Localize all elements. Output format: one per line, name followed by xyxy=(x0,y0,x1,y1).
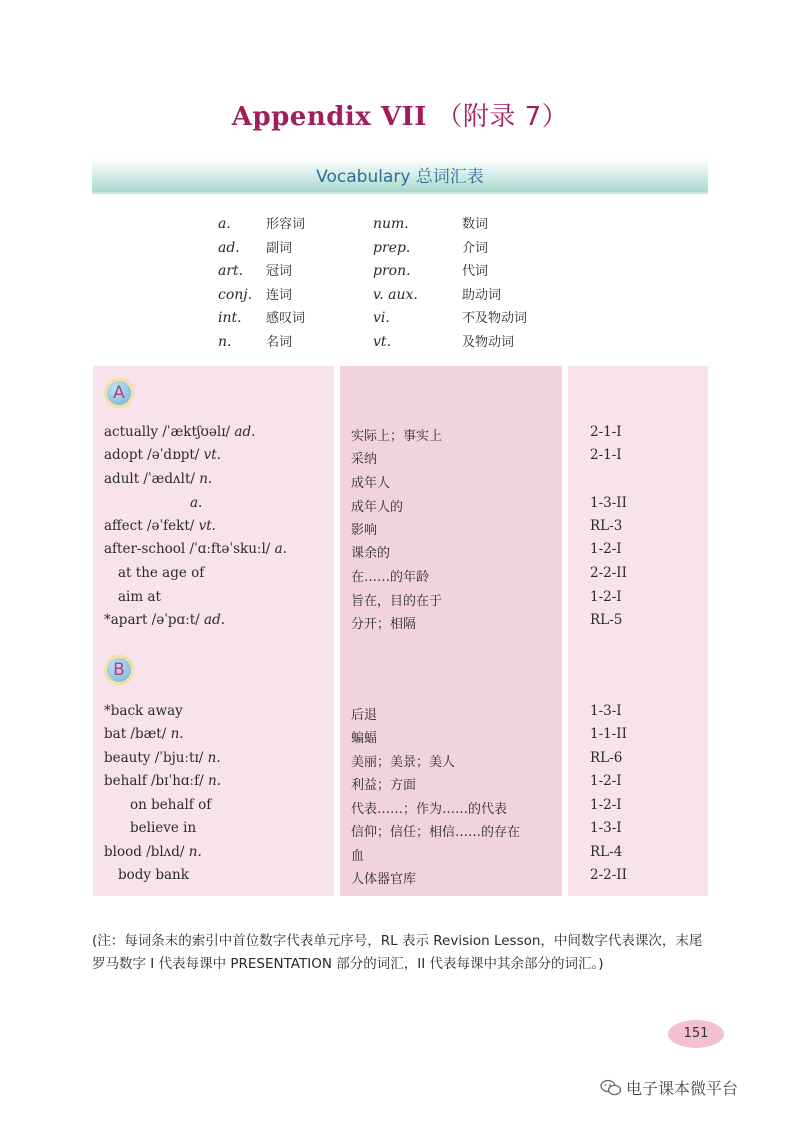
entry-meaning: 蝙蝠 xyxy=(351,731,378,746)
abbreviation-meaning: 不及物动词 xyxy=(462,311,528,326)
entry-index: 2-2-II xyxy=(590,565,627,581)
abbreviation-meaning: 冠词 xyxy=(266,264,293,279)
entry-word: bat /bæt/ n. xyxy=(104,726,184,742)
entry-word: *apart /əˈpɑːt/ ad. xyxy=(104,612,225,628)
watermark xyxy=(600,1076,738,1101)
abbreviation: a. xyxy=(218,216,231,232)
section-letter-badge: B xyxy=(104,655,134,685)
page-title xyxy=(0,96,800,133)
entry-meaning: 采纳 xyxy=(351,452,378,467)
entry-meaning: 课余的 xyxy=(351,546,391,561)
entry-index: 1-2-I xyxy=(590,541,622,557)
entry-word: a. xyxy=(190,495,203,511)
abbreviation: vi. xyxy=(373,310,390,326)
abbreviation-meaning: 及物动词 xyxy=(462,334,515,350)
abbreviation-row xyxy=(218,237,578,261)
entry-index: RL-4 xyxy=(590,844,623,860)
abbreviation: conj. xyxy=(218,286,253,303)
entry-index: 2-1-I xyxy=(590,447,622,463)
entry-word: actually /ˈæktʃʊəlɪ/ ad. xyxy=(104,424,256,440)
vocabulary-header: Vocabulary 总词汇表 xyxy=(316,167,484,187)
vocabulary-header-band xyxy=(92,158,708,194)
entry-word: affect /əˈfekt/ vt. xyxy=(104,518,216,534)
abbreviation-meaning: 连词 xyxy=(266,287,293,303)
entry-meaning: 代表……；作为……的代表 xyxy=(351,802,508,817)
entry-meaning: 旨在，目的在于 xyxy=(351,594,443,609)
entry-meaning: 人体器官库 xyxy=(351,872,417,887)
wechat-icon xyxy=(600,1079,622,1101)
entry-word: *back away xyxy=(104,703,183,719)
entry-meaning: 后退 xyxy=(351,708,378,723)
entry-index: RL-6 xyxy=(590,750,623,766)
entry-meaning: 在……的年龄 xyxy=(351,570,430,585)
entry-meaning: 信仰；信任；相信……的存在 xyxy=(351,825,521,840)
entry-meaning: 分开；相隔 xyxy=(351,617,417,632)
entry-meaning: 实际上；事实上 xyxy=(351,429,443,444)
entry-index: 1-2-I xyxy=(590,589,622,605)
abbreviation-row xyxy=(218,213,578,237)
abbreviation: ad. xyxy=(218,239,240,256)
abbreviation: pron. xyxy=(373,263,411,279)
entry-index: RL-5 xyxy=(590,612,623,628)
entry-meaning: 影响 xyxy=(351,523,378,538)
entry-index: 2-1-I xyxy=(590,424,622,440)
entry-index: RL-3 xyxy=(590,518,623,534)
entry-word: beauty /ˈbjuːtɪ/ n. xyxy=(104,750,221,766)
title-chinese: （附录 7） xyxy=(436,102,569,132)
word-column-panel xyxy=(93,366,334,896)
entry-word: aim at xyxy=(118,589,161,605)
abbreviation-meaning: 形容词 xyxy=(266,217,306,232)
title-english: Appendix VII xyxy=(231,102,427,132)
abbreviation: v. aux. xyxy=(373,286,418,303)
entry-meaning: 成年人的 xyxy=(351,500,404,515)
entry-meaning: 美丽；美景；美人 xyxy=(351,755,456,770)
abbreviation-legend xyxy=(218,213,578,354)
abbreviation-row xyxy=(218,284,578,308)
abbreviation-row xyxy=(218,307,578,331)
entry-word: adopt /əˈdɒpt/ vt. xyxy=(104,447,221,463)
abbreviation-meaning: 感叹词 xyxy=(266,311,306,326)
abbreviation: num. xyxy=(373,216,409,232)
entry-meaning: 血 xyxy=(351,849,365,864)
entry-word: body bank xyxy=(118,867,189,883)
entry-word: at the age of xyxy=(118,565,205,581)
footnote: (注：每词条末的索引中首位数字代表单元序号，RL 表示 Revision Lesson，中间数字代表课次，末尾罗马数字 I 代表每课中 PRESENTATION 部分的词汇，II 代表每课中其余部分的词汇。) xyxy=(92,933,703,972)
entry-word: adult /ˈædʌlt/ n. xyxy=(104,471,213,487)
index-column-panel xyxy=(568,366,708,896)
entry-index: 1-1-II xyxy=(590,726,627,742)
entry-index: 1-2-I xyxy=(590,773,622,789)
abbreviation: int. xyxy=(218,310,242,326)
watermark-text: 电子课本微平台 xyxy=(626,1079,739,1098)
abbreviation-meaning: 代词 xyxy=(462,264,489,279)
entry-index: 1-2-I xyxy=(590,797,622,813)
entry-index: 2-2-II xyxy=(590,867,627,883)
entry-meaning: 利益；方面 xyxy=(351,778,417,793)
abbreviation: prep. xyxy=(373,239,411,256)
entry-index: 1-3-I xyxy=(590,703,622,719)
entry-word: blood /blʌd/ n. xyxy=(104,844,202,860)
abbreviation-meaning: 数词 xyxy=(462,217,489,232)
abbreviation-row xyxy=(218,331,578,355)
section-letter-badge: A xyxy=(104,378,134,408)
page-number: 151 xyxy=(668,1020,724,1048)
abbreviation-row xyxy=(218,260,578,284)
abbreviation-meaning: 名词 xyxy=(266,334,293,350)
entry-word: behalf /bɪˈhɑːf/ n. xyxy=(104,773,221,789)
entry-meaning: 成年人 xyxy=(351,476,391,491)
abbreviation: vt. xyxy=(373,333,391,350)
abbreviation-meaning: 副词 xyxy=(266,240,293,256)
entry-index: 1-3-II xyxy=(590,495,627,511)
entry-word: after-school /ˈɑːftəˈskuːl/ a. xyxy=(104,541,287,557)
entry-word: on behalf of xyxy=(130,797,212,813)
entry-word: believe in xyxy=(130,820,197,836)
abbreviation: n. xyxy=(218,333,232,350)
abbreviation-meaning: 助动词 xyxy=(462,287,502,303)
abbreviation-meaning: 介词 xyxy=(462,240,489,256)
entry-index: 1-3-I xyxy=(590,820,622,836)
abbreviation: art. xyxy=(218,263,244,279)
